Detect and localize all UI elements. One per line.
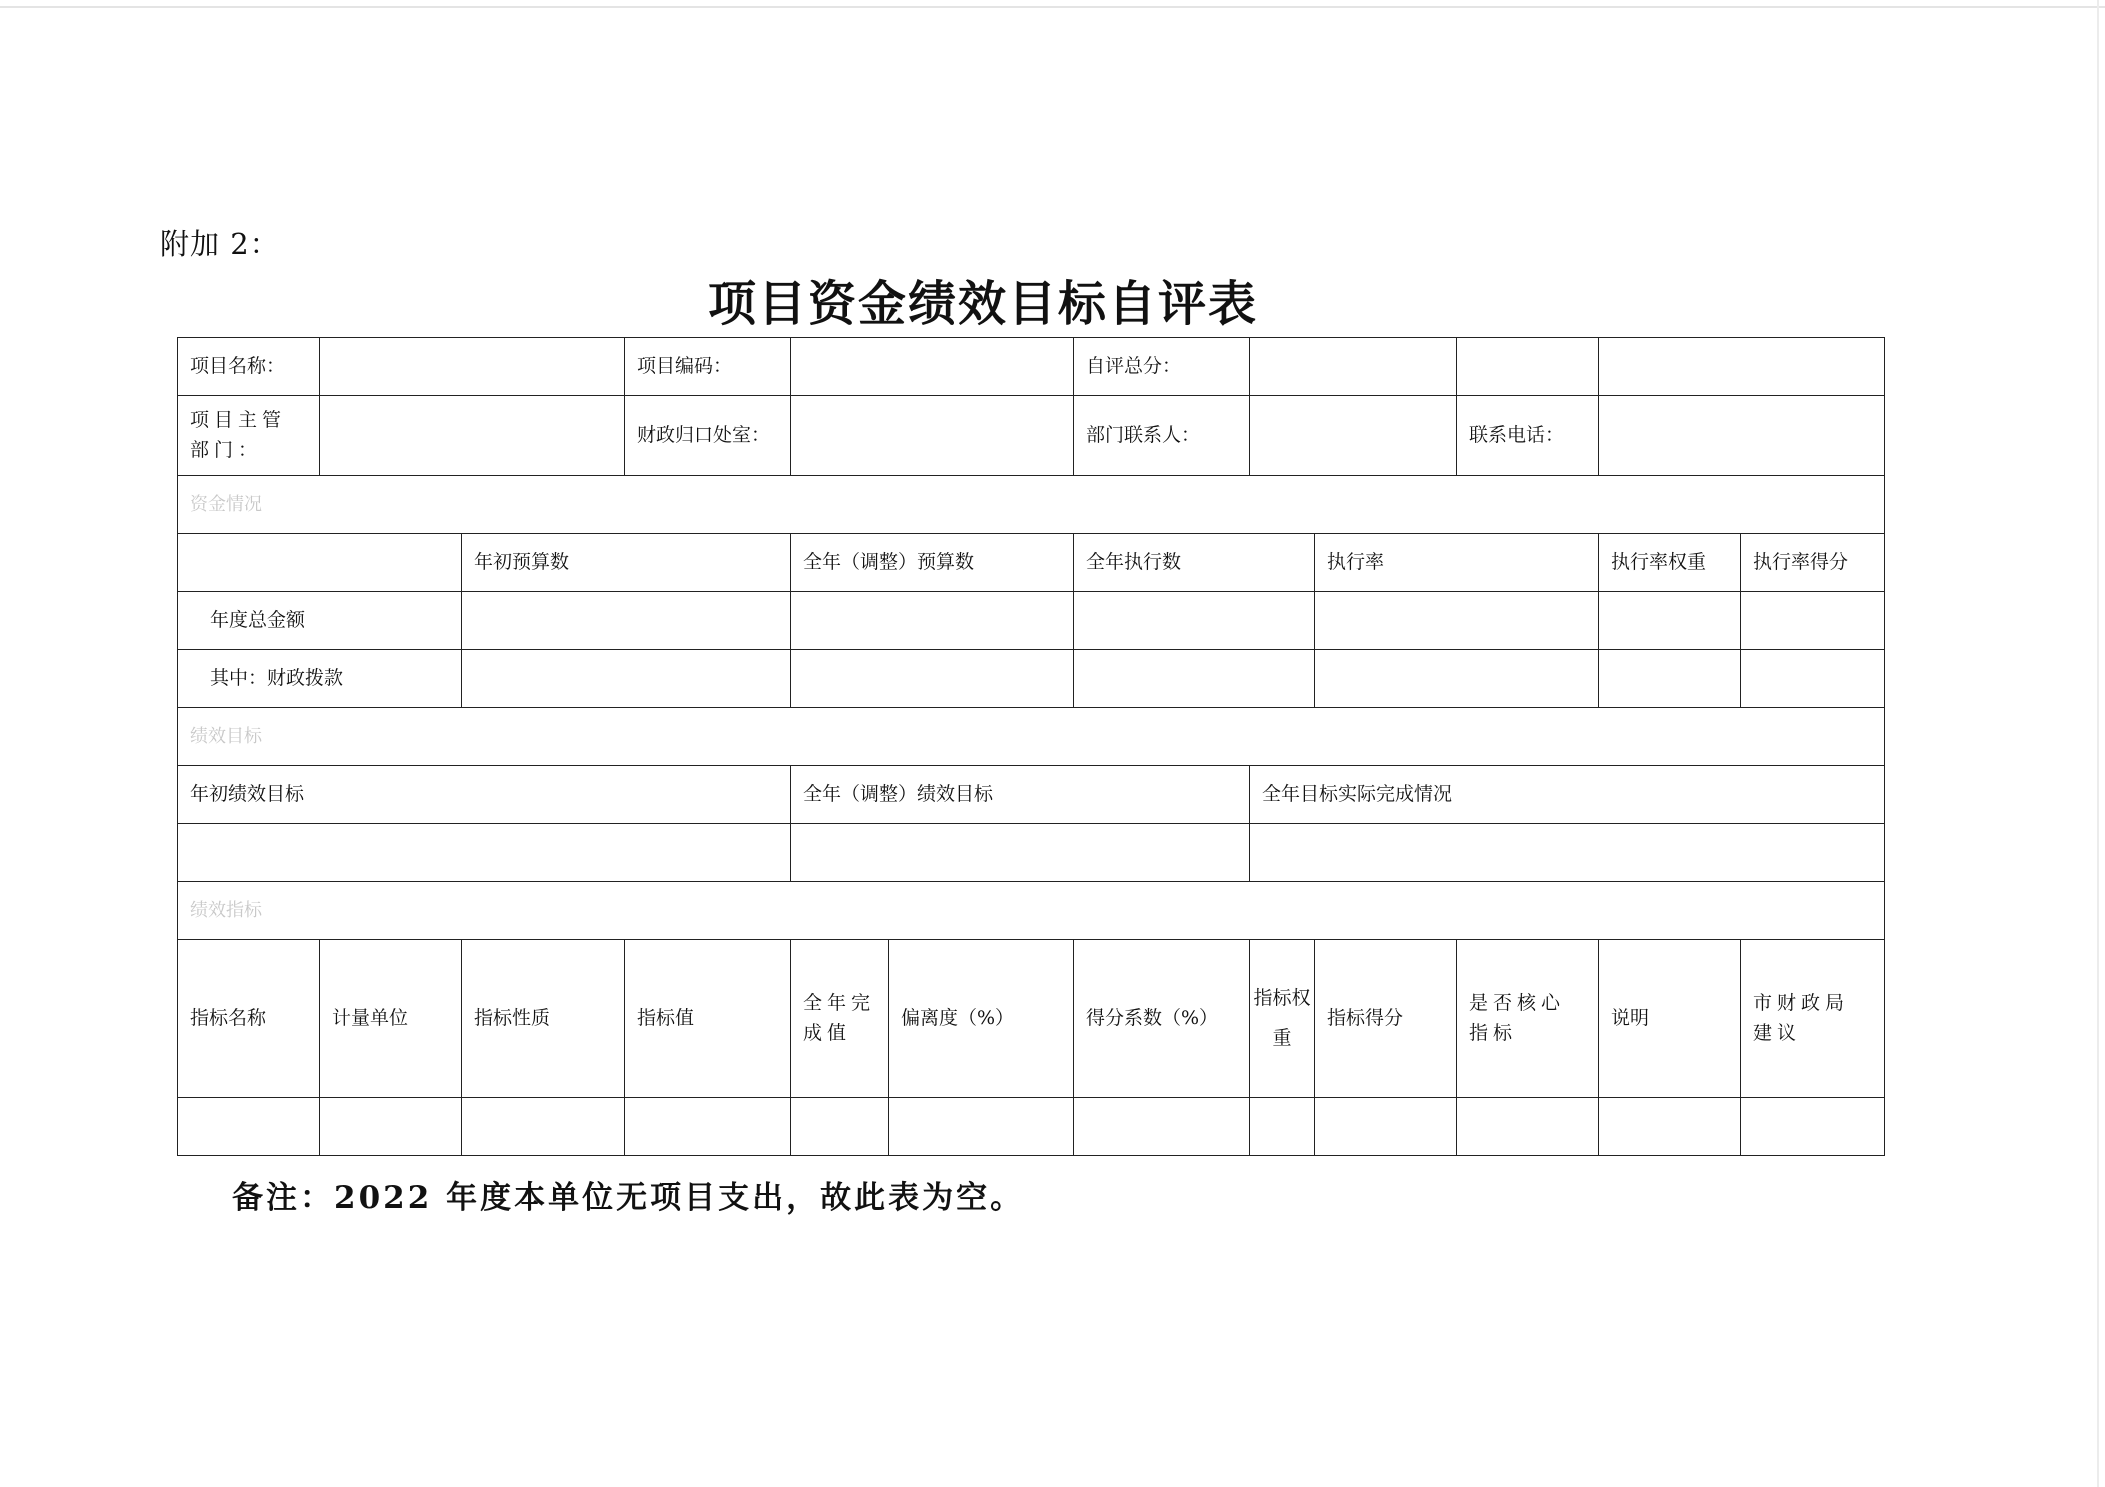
col-indicator-weight: 指标权重 [1250,940,1315,1098]
note-cell[interactable] [1599,1098,1741,1156]
weight-cell[interactable] [1250,1098,1315,1156]
attachment-label: 附加 2： [160,227,280,261]
dept-label: 项目主管部门： [178,396,320,476]
actual-completion-cell[interactable] [1250,824,1885,882]
funds-section-row [178,476,1885,534]
col-initial-goal: 年初绩效目标 [178,766,791,824]
self-evaluation-table [177,337,1885,1156]
finance-office-label: 财政归口处室： [625,396,791,476]
col-coefficient: 得分系数（%） [1074,940,1250,1098]
goals-header-row [178,766,1885,824]
scan-edge-right [2097,0,2099,1487]
nature-cell[interactable] [462,1098,625,1156]
total-rate-cell[interactable] [1315,592,1599,650]
core-indicator-cell[interactable] [1457,1098,1599,1156]
project-name-label: 项目名称： [178,338,320,396]
goals-section-label: 绩效目标 [178,708,1885,766]
initial-goal-cell[interactable] [178,824,791,882]
col-adjusted-budget: 全年（调整）预算数 [791,534,1074,592]
project-name-cell[interactable] [320,338,625,396]
finance-office-cell[interactable] [791,396,1074,476]
col-actual-completion: 全年目标实际完成情况 [1250,766,1885,824]
info-row-1 [178,338,1885,396]
unit-cell[interactable] [320,1098,462,1156]
page-title: 项目资金绩效目标自评表 [707,276,1258,332]
total-executed-cell[interactable] [1074,592,1315,650]
indicators-section-row [178,882,1885,940]
fiscal-score-cell[interactable] [1741,650,1885,708]
funds-fiscal-row [178,650,1885,708]
col-nature: 指标性质 [462,940,625,1098]
col-adjusted-goal: 全年（调整）绩效目标 [791,766,1250,824]
goals-value-row [178,824,1885,882]
project-code-cell[interactable] [791,338,1074,396]
col-deviation: 偏离度（%） [889,940,1074,1098]
col-initial-budget: 年初预算数 [462,534,791,592]
fiscal-rate-cell[interactable] [1315,650,1599,708]
col-indicator-score: 指标得分 [1315,940,1457,1098]
col-rate-score: 执行率得分 [1741,534,1885,592]
indicator-name-cell[interactable] [178,1098,320,1156]
indicator-value-cell[interactable] [625,1098,791,1156]
info-blank-cell-2[interactable] [1599,338,1885,396]
funds-header-row [178,534,1885,592]
total-weight-cell[interactable] [1599,592,1741,650]
row-total-label: 年度总金额 [178,592,462,650]
col-executed: 全年执行数 [1074,534,1315,592]
col-unit: 计量单位 [320,940,462,1098]
info-row-2 [178,396,1885,476]
total-adjusted-cell[interactable] [791,592,1074,650]
info-blank-cell[interactable] [1457,338,1599,396]
fiscal-executed-cell[interactable] [1074,650,1315,708]
contact-cell[interactable] [1250,396,1457,476]
col-indicator-value: 指标值 [625,940,791,1098]
adjusted-goal-cell[interactable] [791,824,1250,882]
indicator-score-cell[interactable] [1315,1098,1457,1156]
dept-cell[interactable] [320,396,625,476]
funds-header-blank [178,534,462,592]
col-completed-value: 全年完成值 [791,940,889,1098]
suggestion-cell[interactable] [1741,1098,1885,1156]
completed-value-cell[interactable] [791,1098,889,1156]
funds-section-label: 资金情况 [178,476,1885,534]
total-score-value-cell[interactable] [1741,592,1885,650]
col-indicator-name: 指标名称 [178,940,320,1098]
row-fiscal-label: 其中：财政拨款 [178,650,462,708]
deviation-cell[interactable] [889,1098,1074,1156]
col-execution-rate: 执行率 [1315,534,1599,592]
indicators-section-label: 绩效指标 [178,882,1885,940]
phone-label: 联系电话： [1457,396,1599,476]
goals-section-row [178,708,1885,766]
contact-label: 部门联系人： [1074,396,1250,476]
footnote: 备注：2022 年度本单位无项目支出，故此表为空。 [232,1180,1025,1216]
total-initial-cell[interactable] [462,592,791,650]
indicators-header-row [178,940,1885,1098]
project-code-label: 项目编码： [625,338,791,396]
col-note: 说明 [1599,940,1741,1098]
col-rate-weight: 执行率权重 [1599,534,1741,592]
funds-total-row [178,592,1885,650]
indicators-value-row [178,1098,1885,1156]
total-score-cell[interactable] [1250,338,1457,396]
col-core-indicator: 是否核心指标 [1457,940,1599,1098]
total-score-label: 自评总分： [1074,338,1250,396]
scan-edge-top [0,6,2105,8]
col-finance-suggestion: 市财政局建议 [1741,940,1885,1098]
fiscal-adjusted-cell[interactable] [791,650,1074,708]
fiscal-weight-cell[interactable] [1599,650,1741,708]
fiscal-initial-cell[interactable] [462,650,791,708]
coefficient-cell[interactable] [1074,1098,1250,1156]
phone-cell[interactable] [1599,396,1885,476]
